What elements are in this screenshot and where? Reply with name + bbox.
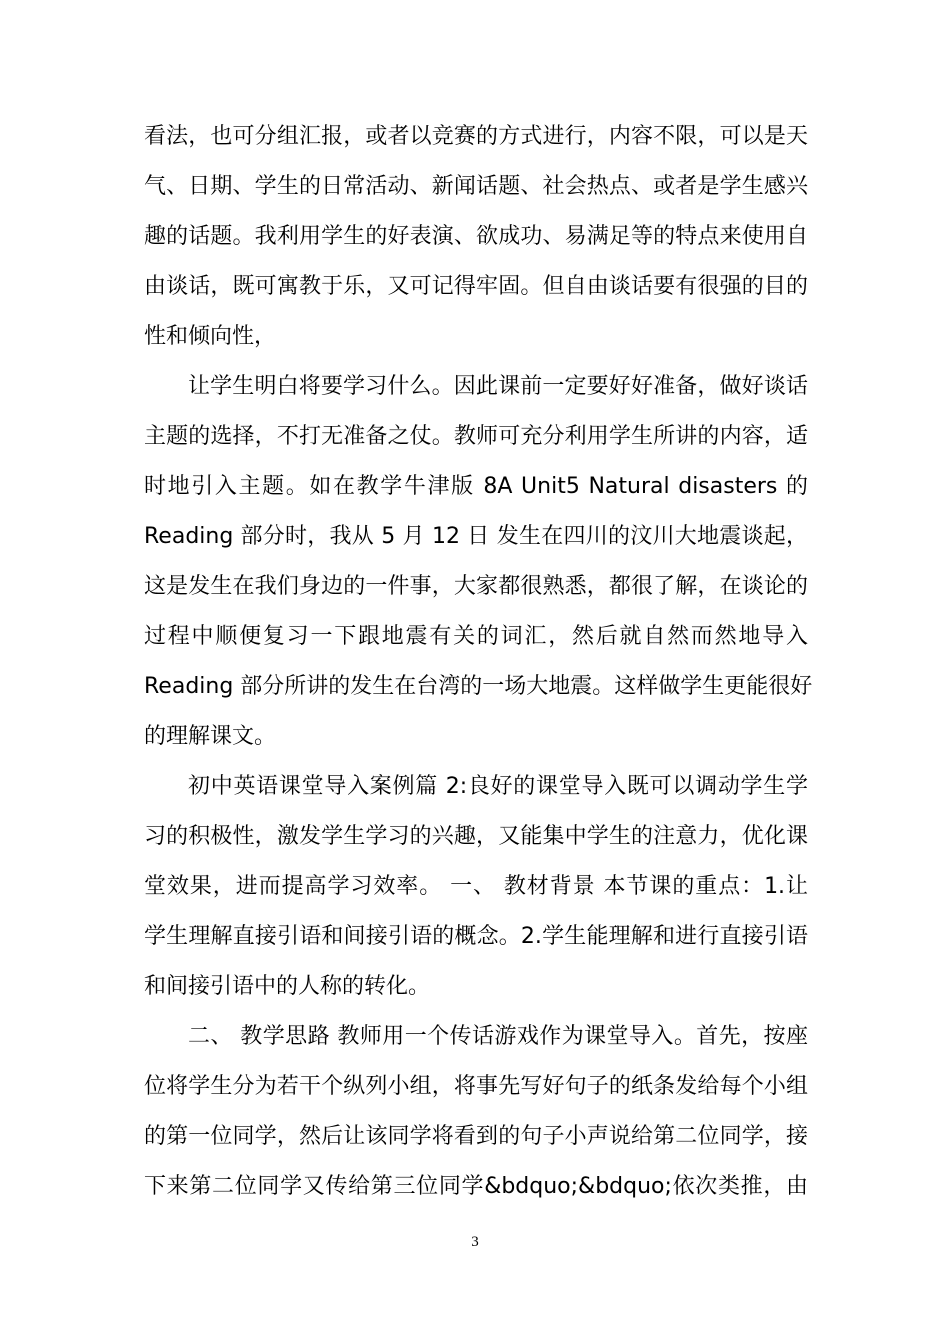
text-line: 二、 教学思路 教师用一个传话游戏作为课堂导入。首先，按座 [188,1024,808,1049]
text-line: 过程中顺便复习一下跟地震有关的词汇，然后就自然而然地导入 [144,624,808,649]
text-line: 的理解课文。 [144,724,277,749]
text-line: 气、日期、学生的日常活动、新闻话题、社会热点、或者是学生感兴 [144,174,808,199]
text-line: 主题的选择，不打无准备之仗。教师可充分利用学生所讲的内容，适 [144,424,808,449]
text-line: 和间接引语中的人称的转化。 [144,974,431,999]
text-line: 堂效果，进而提高学习效率。 一、 教材背景 本节课的重点：1.让 [144,874,808,899]
text-line: 初中英语课堂导入案例篇 2:良好的课堂导入既可以调动学生学 [188,774,808,799]
paragraph-2 [144,362,813,762]
text-line: 这是发生在我们身边的一件事，大家都很熟悉，都很了解，在谈论的 [144,574,808,599]
text-line: 时地引入主题。如在教学牛津版 8A Unit5 Natural disasters 的 [144,474,808,499]
paragraph-4 [144,1012,808,1212]
text-line: 学生理解直接引语和间接引语的概念。2.学生能理解和进行直接引语 [144,924,808,949]
text-line: 让学生明白将要学习什么。因此课前一定要好好准备，做好谈话 [188,374,808,399]
paragraph-3 [144,762,808,1012]
text-line: Reading 部分时，我从 5 月 12 日 发生在四川的汶川大地震谈起， [144,524,808,549]
page-number: 3 [471,1234,479,1250]
paragraph-1 [144,112,808,362]
text-line: 位将学生分为若干个纵列小组，将事先写好句子的纸条发给每个小组 [144,1074,808,1099]
text-line: Reading 部分所讲的发生在台湾的一场大地震。这样做学生更能很好 [144,674,813,699]
text-line: 下来第二位同学又传给第三位同学&bdquo;&bdquo;依次类推，由 [144,1174,808,1199]
text-line: 的第一位同学，然后让该同学将看到的句子小声说给第二位同学，接 [144,1124,808,1149]
text-line: 由谈话，既可寓教于乐，又可记得牢固。但自由谈话要有很强的目的 [144,274,808,299]
text-line: 性和倾向性， [144,324,277,349]
text-line: 趣的话题。我利用学生的好表演、欲成功、易满足等的特点来使用自 [144,224,808,249]
text-line: 习的积极性，激发学生学习的兴趣，又能集中学生的注意力，优化课 [144,824,808,849]
body-text [144,112,813,1212]
text-line: 看法，也可分组汇报，或者以竞赛的方式进行，内容不限，可以是天 [144,124,808,149]
